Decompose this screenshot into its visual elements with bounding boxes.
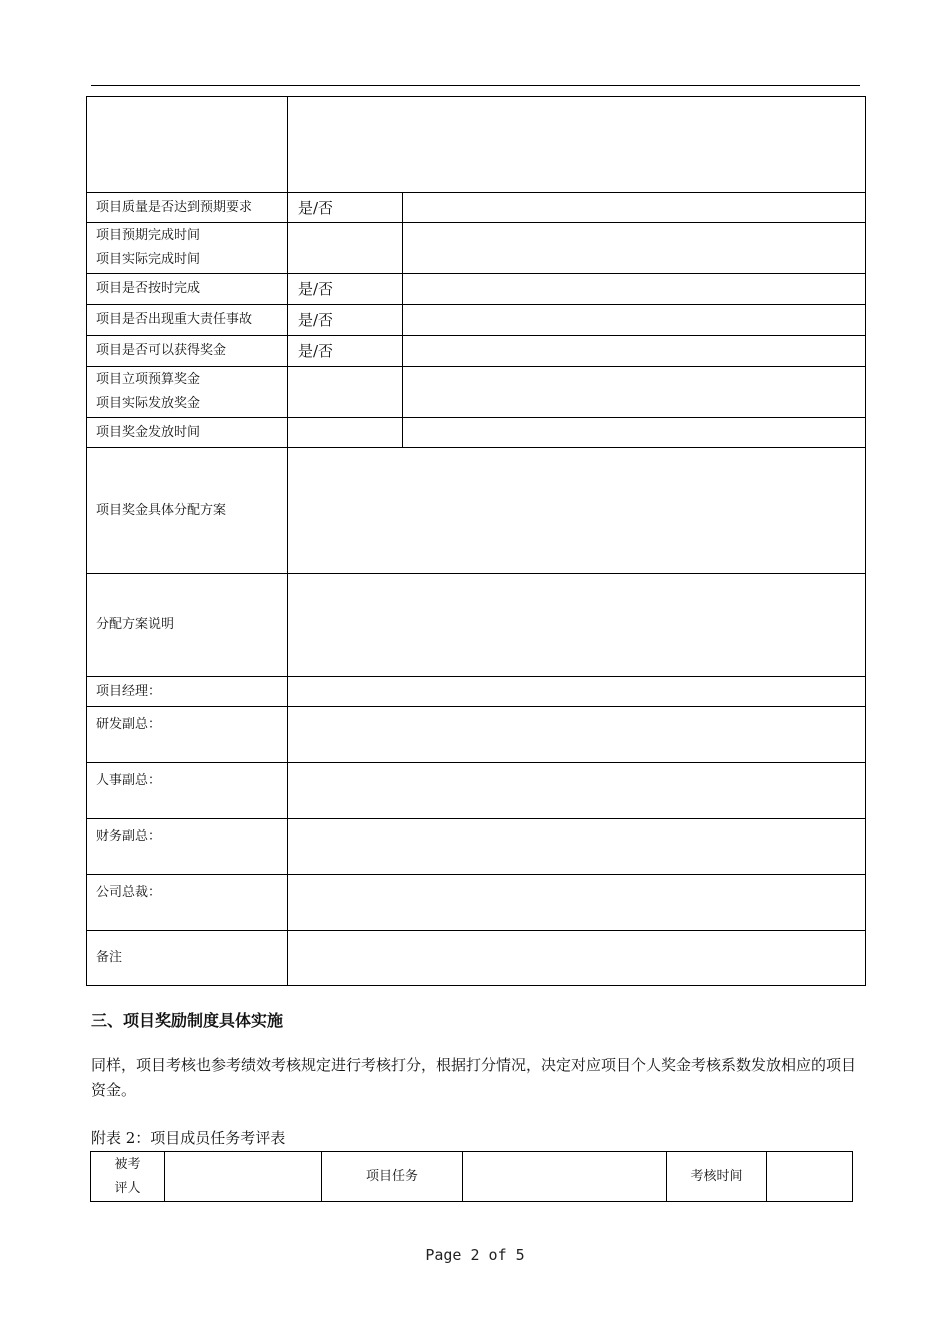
pm-label: 项目经理：: [87, 677, 288, 707]
form-row-finish-time: [87, 223, 866, 274]
finish-time-note[interactable]: [403, 223, 866, 274]
member-evaluation-table: [90, 1151, 853, 1202]
form-row-pm: [87, 677, 866, 707]
form-row-president: [87, 875, 866, 931]
hr-vp-signature[interactable]: [288, 763, 866, 819]
section-paragraph: 同样，项目考核也参考绩效考核规定进行考核打分，根据打分情况，决定对应项目个人奖金考核系数发放相应的项目资金。: [91, 1056, 857, 1099]
form-row-bonus-time: [87, 418, 866, 448]
remarks-label: 备注: [87, 931, 288, 986]
time-header: 考核时间: [667, 1152, 767, 1202]
finish-time-value[interactable]: [288, 223, 403, 274]
plan-note-value[interactable]: [288, 574, 866, 677]
expected-finish-label: 项目预期完成时间: [96, 228, 201, 243]
rd-vp-label: 研发副总：: [87, 707, 288, 763]
task-header: 项目任务: [322, 1152, 463, 1202]
bonus-time-note[interactable]: [403, 418, 866, 448]
plan-note-label: 分配方案说明: [87, 574, 288, 677]
accident-value[interactable]: 是/否: [288, 305, 403, 336]
form-row-blank: [87, 97, 866, 193]
evaluatee-header-line1: 被考: [114, 1156, 141, 1172]
president-signature[interactable]: [288, 875, 866, 931]
bonus-amount-value[interactable]: [288, 367, 403, 418]
bonus-eligible-value[interactable]: 是/否: [288, 336, 403, 367]
actual-bonus-label: 项目实际发放奖金: [96, 396, 201, 411]
evaluatee-header-line2: 评人: [114, 1180, 141, 1196]
quality-label: 项目质量是否达到预期要求: [87, 193, 288, 223]
accident-label: 项目是否出现重大责任事故: [87, 305, 288, 336]
distribution-plan-value[interactable]: [288, 448, 866, 574]
president-label: 公司总裁：: [87, 875, 288, 931]
quality-note[interactable]: [403, 193, 866, 223]
finance-vp-label: 财务副总：: [87, 819, 288, 875]
actual-finish-label: 项目实际完成时间: [96, 252, 201, 267]
bonus-eligible-note[interactable]: [403, 336, 866, 367]
appendix-caption: 附表 2：项目成员任务考评表: [91, 1129, 286, 1147]
form-row-on-time: [87, 274, 866, 305]
header-rule: [91, 85, 860, 86]
form-row-bonus-amount: [87, 367, 866, 418]
distribution-plan-label: 项目奖金具体分配方案: [87, 448, 288, 574]
project-bonus-form: [86, 96, 866, 986]
on-time-label: 项目是否按时完成: [87, 274, 288, 305]
evaluatee-value[interactable]: [165, 1152, 322, 1202]
blank-cell: [288, 97, 866, 193]
hr-vp-label: 人事副总：: [87, 763, 288, 819]
form-row-distribution-plan: [87, 448, 866, 574]
bonus-time-label: 项目奖金发放时间: [87, 418, 288, 448]
task-value[interactable]: [463, 1152, 667, 1202]
section-title: 三、项目奖励制度具体实施: [91, 1011, 284, 1030]
bonus-amount-note[interactable]: [403, 367, 866, 418]
pm-signature[interactable]: [288, 677, 866, 707]
form-row-accident: [87, 305, 866, 336]
accident-note[interactable]: [403, 305, 866, 336]
form-row-quality: [87, 193, 866, 223]
bonus-amount-labels: [87, 367, 288, 418]
bonus-eligible-label: 项目是否可以获得奖金: [87, 336, 288, 367]
quality-value[interactable]: 是/否: [288, 193, 403, 223]
finance-vp-signature[interactable]: [288, 819, 866, 875]
blank-cell: [87, 97, 288, 193]
form-row-finance-vp: [87, 819, 866, 875]
remarks-value[interactable]: [288, 931, 866, 986]
on-time-value[interactable]: 是/否: [288, 274, 403, 305]
time-value[interactable]: [767, 1152, 853, 1202]
form-row-rd-vp: [87, 707, 866, 763]
finish-time-labels: [87, 223, 288, 274]
on-time-note[interactable]: [403, 274, 866, 305]
bonus-time-value[interactable]: [288, 418, 403, 448]
form-row-remarks: [87, 931, 866, 986]
form-row-bonus-eligible: [87, 336, 866, 367]
evaluatee-header: [91, 1152, 165, 1202]
form-row-hr-vp: [87, 763, 866, 819]
budget-bonus-label: 项目立项预算奖金: [96, 372, 201, 387]
table-row: [91, 1152, 853, 1202]
page-number: Page 2 of 5: [425, 1246, 525, 1264]
rd-vp-signature[interactable]: [288, 707, 866, 763]
form-row-plan-note: [87, 574, 866, 677]
